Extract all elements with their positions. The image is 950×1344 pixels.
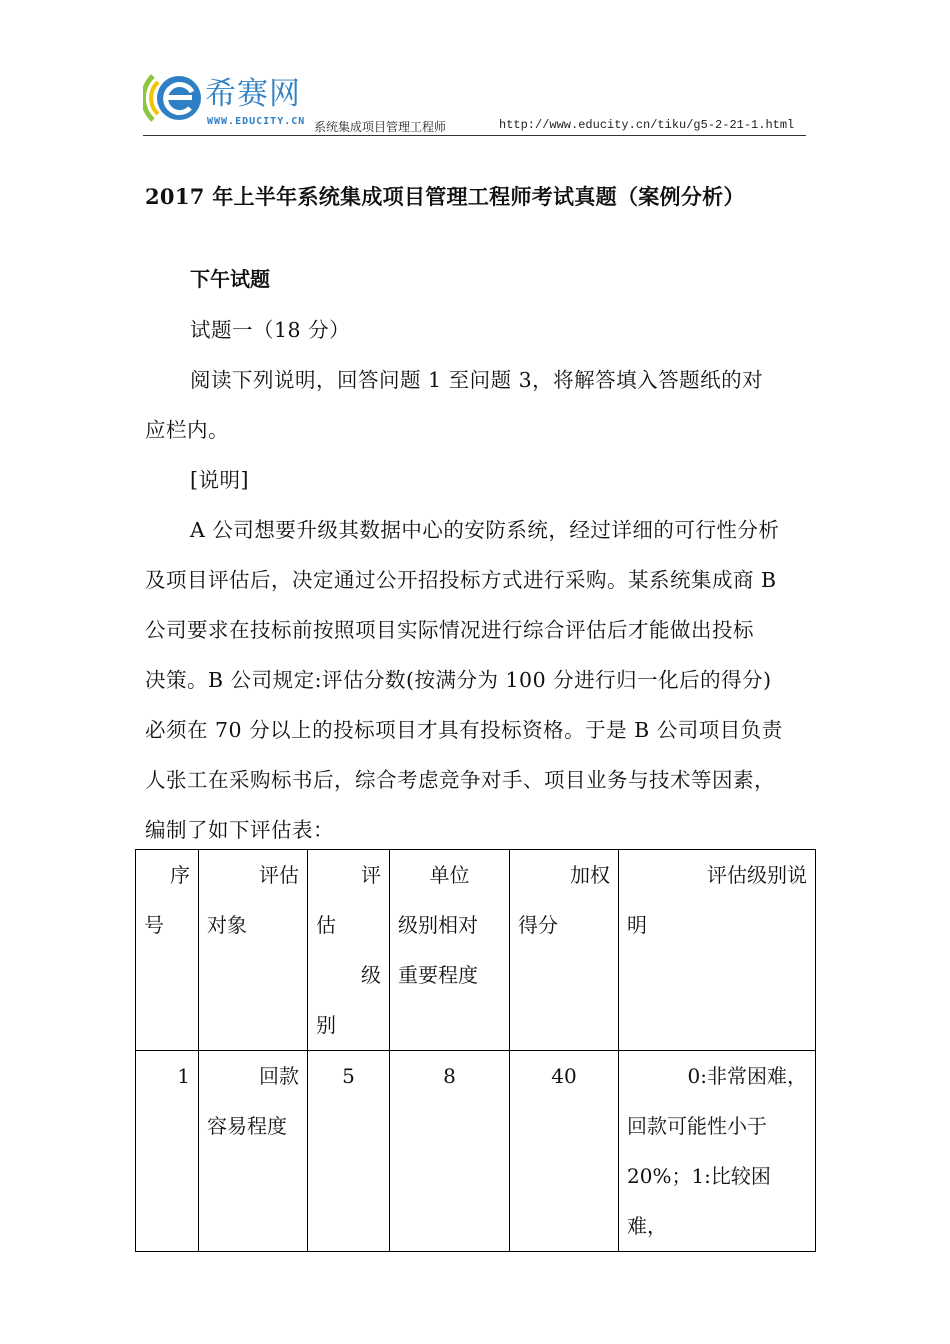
educity-logo (143, 62, 318, 132)
header-text: 评估级别说 (707, 863, 807, 887)
header-text: 对象 (207, 913, 247, 937)
paragraph-line: 必须在 70 分以上的投标项目才具有投标资格。于是 B 公司项目负责 (145, 718, 783, 742)
header-cell-object (199, 850, 308, 1051)
document-title: 2017 年上半年系统集成项目管理工程师考试真题（案例分析） (145, 184, 745, 209)
question-heading: 试题一（18 分） (190, 318, 351, 342)
paragraph-line: 及项目评估后，决定通过公开招投标方式进行采购。某系统集成商 B (145, 568, 777, 592)
evaluation-table (135, 849, 816, 1252)
paragraph-line: 人张工在采购标书后，综合考虑竞争对手、项目业务与技术等因素， (145, 768, 775, 792)
header-text: 别 (316, 1013, 336, 1037)
header-text: 级别相对 (398, 913, 478, 937)
header-text: 得分 (518, 913, 558, 937)
cell-importance: 8 (390, 1051, 510, 1252)
paragraph-line: 公司要求在技标前按照项目实际情况进行综合评估后才能做出投标 (145, 618, 754, 642)
instruction-line-1: 阅读下列说明，回答问题 1 至问题 3，将解答填入答题纸的对 (190, 368, 764, 392)
cell-text: 20%；1:比较困难， (627, 1164, 771, 1238)
paragraph-line: A 公司想要升级其数据中心的安防系统，经过详细的可行性分析 (190, 518, 780, 542)
cell-no: 1 (136, 1051, 199, 1252)
header-subject: 系统集成项目管理工程师 (314, 120, 447, 134)
header-cell-level (308, 850, 390, 1051)
header-text: 加权 (570, 863, 610, 887)
header-url[interactable]: http://www.educity.cn/tiku/g5-2-21-1.html (499, 118, 795, 132)
cell-level: 5 (308, 1051, 390, 1252)
header-text: 评 (361, 863, 381, 887)
page-header (143, 62, 806, 137)
brand-name: 希赛网 (205, 76, 301, 112)
header-text: 号 (144, 913, 164, 937)
note-label: [说明] (190, 468, 249, 492)
site-domain: WWW.EDUCITY.CN (207, 116, 306, 127)
educity-e-icon (143, 64, 205, 130)
cell-weighted: 40 (510, 1051, 619, 1252)
header-cell-importance (390, 850, 510, 1051)
table-row (136, 1051, 816, 1252)
section-heading: 下午试题 (190, 267, 270, 291)
header-text: 评估 (259, 863, 299, 887)
header-text: 序 (170, 863, 190, 887)
cell-object (199, 1051, 308, 1252)
header-text: 估 (316, 913, 336, 937)
header-text: 级 (361, 963, 381, 987)
cell-text: 0:非常困难， (687, 1064, 807, 1088)
cell-text: 容易程度 (207, 1114, 287, 1138)
header-cell-weighted (510, 850, 619, 1051)
header-text: 单位 (429, 863, 470, 887)
table-header-row (136, 850, 816, 1051)
cell-text: 回款 (259, 1064, 299, 1088)
header-cell-no (136, 850, 199, 1051)
cell-desc (619, 1051, 816, 1252)
paragraph-line: 编制了如下评估表： (145, 818, 334, 842)
header-divider (143, 135, 806, 136)
header-text: 明 (627, 913, 647, 937)
cell-text: 回款可能性小于 (627, 1114, 767, 1138)
instruction-line-2: 应栏内。 (145, 418, 229, 442)
header-cell-desc (619, 850, 816, 1051)
header-text: 重要程度 (398, 963, 478, 987)
paragraph-line: 决策。B 公司规定:评估分数(按满分为 100 分进行归一化后的得分) (145, 668, 772, 692)
